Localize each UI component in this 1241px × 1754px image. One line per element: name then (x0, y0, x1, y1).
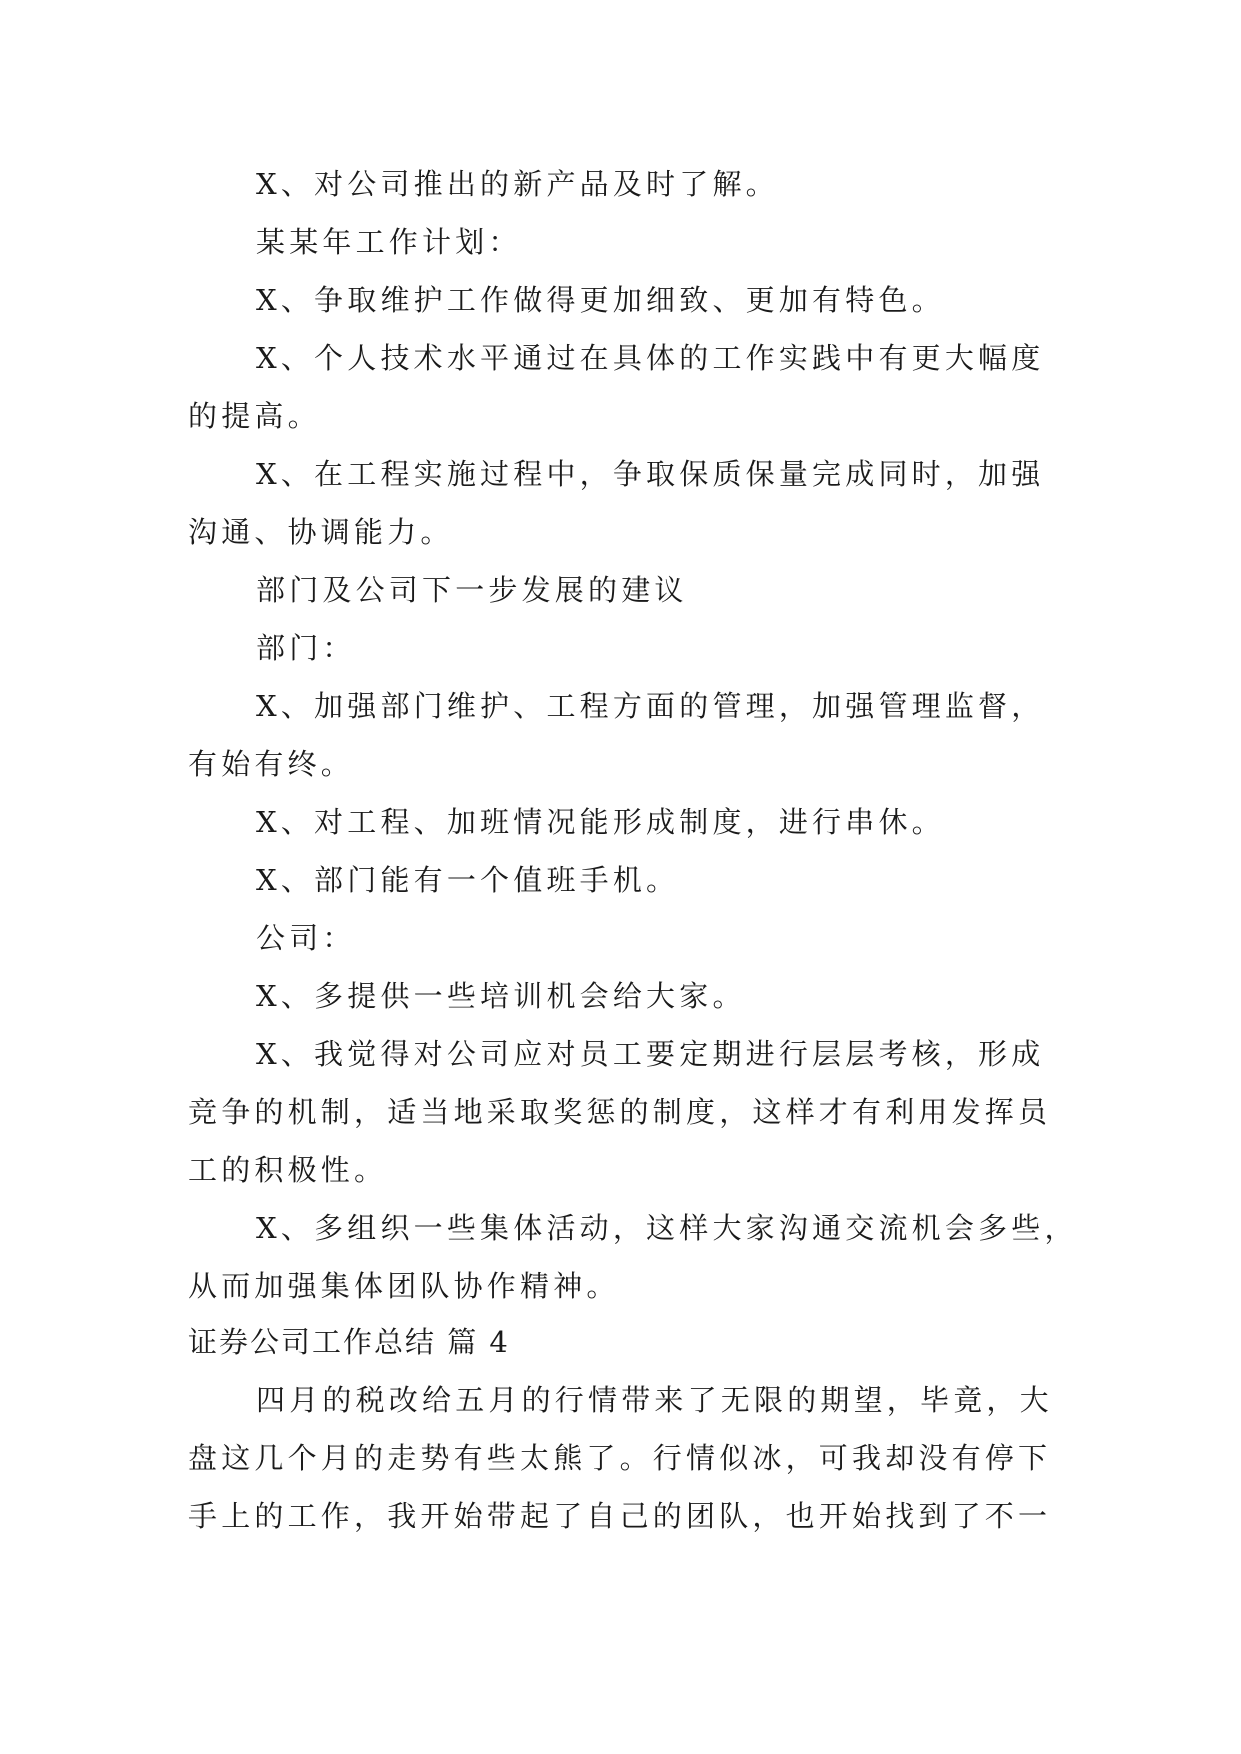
text-line: X、在工程实施过程中，争取保质保量完成同时，加强 (256, 457, 1045, 491)
text-line: 从而加强集体团队协作精神。 (188, 1269, 620, 1303)
section-heading: 部门及公司下一步发展的建议 (256, 573, 688, 607)
text-line: 部门： (256, 631, 356, 665)
text-line: X、多提供一些培训机会给大家。 (256, 979, 746, 1013)
text-line: X、我觉得对公司应对员工要定期进行层层考核，形成 (256, 1037, 1045, 1071)
text-line: X、多组织一些集体活动，这样大家沟通交流机会多些， (256, 1211, 1078, 1245)
text-line: 有始有终。 (188, 747, 355, 781)
text-line: X、对公司推出的新产品及时了解。 (256, 167, 779, 201)
text-line: 的提高。 (188, 399, 321, 433)
text-line: 工的积极性。 (188, 1153, 388, 1187)
text-line: X、个人技术水平通过在具体的工作实践中有更大幅度 (256, 341, 1045, 375)
text-line: X、争取维护工作做得更加细致、更加有特色。 (256, 283, 945, 317)
text-line: X、对工程、加班情况能形成制度，进行串休。 (256, 805, 945, 839)
text-line: 手上的工作，我开始带起了自己的团队，也开始找到了不一 (188, 1499, 1052, 1533)
text-line: 公司： (256, 921, 356, 955)
text-line: 沟通、协调能力。 (188, 515, 454, 549)
text-line: X、部门能有一个值班手机。 (256, 863, 680, 897)
text-line: X、加强部门维护、工程方面的管理，加强管理监督， (256, 689, 1045, 723)
article-heading: 证券公司工作总结 篇 4 (188, 1325, 510, 1359)
text-line: 某某年工作计划： (256, 225, 522, 259)
text-line: 盘这几个月的走势有些太熊了。行情似冰，可我却没有停下 (188, 1441, 1052, 1475)
text-line: 四月的税改给五月的行情带来了无限的期望，毕竟，大 (256, 1383, 1053, 1417)
text-line: 竞争的机制，适当地采取奖惩的制度，这样才有利用发挥员 (188, 1095, 1052, 1129)
